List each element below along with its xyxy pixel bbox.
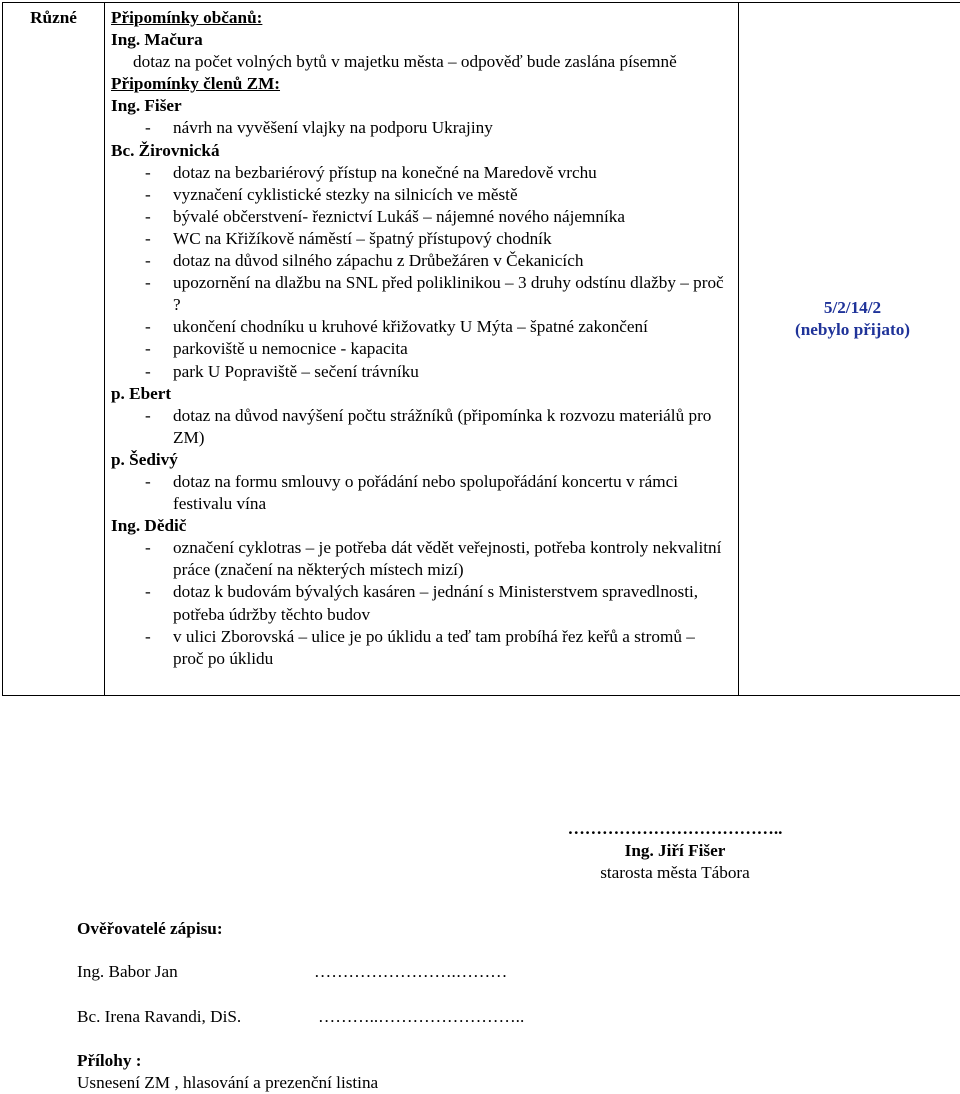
bullet-dash: - bbox=[145, 317, 151, 337]
list-item bbox=[111, 228, 738, 250]
list-item bbox=[111, 316, 738, 338]
bullet-dash: - bbox=[145, 228, 151, 248]
list-item-text: dotaz na bezbariérový přístup na konečné na Maredově vrchu bbox=[173, 162, 597, 182]
speaker-name: Ing. Dědič bbox=[111, 516, 187, 536]
bullet-dash: - bbox=[145, 582, 151, 602]
list-item-text: v ulici Zborovská – ulice je po úklidu a teď tam probíhá řez keřů a stromů – proč po úklidu bbox=[173, 626, 695, 668]
bullet-dash: - bbox=[145, 339, 151, 359]
list-item-text: vyznačení cyklistické stezky na silnicích ve městě bbox=[173, 184, 518, 204]
list-item-text: návrh na vyvěšení vlajky na podporu Ukrajiny bbox=[173, 118, 493, 138]
verifier-row bbox=[77, 1007, 241, 1027]
bullet-dash: - bbox=[145, 538, 151, 558]
bullet-dash: - bbox=[145, 405, 151, 425]
section-heading: Připomínky občanů: bbox=[111, 8, 263, 27]
speaker-name: Ing. Mačura bbox=[111, 30, 203, 50]
list-item-text: WC na Křižíkově náměstí – špatný přístupový chodník bbox=[173, 228, 552, 248]
attachments-block bbox=[77, 1050, 378, 1094]
list-item bbox=[111, 537, 738, 581]
bullet-dash: - bbox=[145, 361, 151, 381]
list-item-text: dotaz na důvod navýšení počtu strážníků (připomínka k rozvozu materiálů pro ZM) bbox=[173, 405, 712, 447]
attachments-heading: Přílohy : bbox=[77, 1051, 142, 1070]
table-row bbox=[3, 3, 960, 696]
speaker-name: p. Šedivý bbox=[111, 449, 178, 469]
row-label-cell bbox=[3, 3, 105, 696]
speaker-name: p. Ebert bbox=[111, 383, 172, 403]
list-item bbox=[111, 471, 738, 515]
list-item-text: ukončení chodníku u kruhové křižovatky U Mýta – špatné zakončení bbox=[173, 317, 648, 337]
bullet-dash: - bbox=[145, 626, 151, 646]
verifier-signature-dots: ………..…………………….. bbox=[318, 1007, 525, 1026]
remark-text: dotaz na počet volných bytů v majetku města – odpověď bude zaslána písemně bbox=[133, 52, 677, 72]
remarks-cell bbox=[105, 3, 739, 696]
bullet-dash: - bbox=[145, 206, 151, 226]
attachments-text: Usnesení ZM , hlasování a prezenční listina bbox=[77, 1073, 379, 1092]
list-item-text: parkoviště u nemocnice - kapacita bbox=[173, 339, 408, 359]
minutes-table bbox=[2, 2, 960, 696]
verifiers-heading-block bbox=[77, 918, 223, 940]
list-item bbox=[111, 338, 738, 360]
verifiers-heading: Ověřovatelé zápisu: bbox=[77, 919, 223, 938]
list-item-text: dotaz k budovám bývalých kasáren – jednání s Ministerstvem spravedlnosti, potřeba údržby těchto budov bbox=[173, 582, 699, 624]
vote-result bbox=[739, 297, 960, 341]
bullet-dash: - bbox=[145, 184, 151, 204]
signature-dots: ……………………………….. bbox=[567, 819, 783, 838]
list-item-text: dotaz na důvod silného zápachu z Drůbežáren v Čekanicích bbox=[173, 251, 584, 271]
list-item bbox=[111, 250, 738, 272]
speaker-name: Ing. Fišer bbox=[111, 96, 182, 116]
verifier-name: Ing. Babor Jan bbox=[77, 962, 178, 981]
list-item bbox=[111, 581, 738, 625]
verifier-name: Bc. Irena Ravandi, DiS. bbox=[77, 1007, 242, 1026]
list-item bbox=[111, 184, 738, 206]
list-item bbox=[111, 405, 738, 449]
list-item-text: upozornění na dlažbu na SNL před poliklinikou – 3 druhy odstínu dlažby – proč ? bbox=[173, 273, 724, 315]
list-item-text: park U Popraviště – sečení trávníku bbox=[173, 361, 419, 381]
list-item bbox=[111, 272, 738, 316]
bullet-dash: - bbox=[145, 162, 151, 182]
list-item bbox=[111, 117, 738, 139]
bullet-dash: - bbox=[145, 273, 151, 293]
vote-counts: 5/2/14/2 bbox=[823, 298, 882, 317]
speaker-name: Bc. Žirovnická bbox=[111, 140, 220, 160]
row-label: Různé bbox=[30, 8, 77, 27]
section-heading: Připomínky členů ZM: bbox=[111, 74, 281, 94]
verifier-row bbox=[77, 962, 178, 982]
list-item-text: dotaz na formu smlouvy o pořádání nebo spolupořádání koncertu v rámci festivalu vína bbox=[173, 471, 678, 514]
list-item-text: bývalé občerstvení- řeznictví Lukáš – nájemné nového nájemníka bbox=[173, 206, 625, 226]
signature-block bbox=[500, 818, 850, 884]
signatory-title: starosta města Tábora bbox=[600, 863, 750, 882]
list-item bbox=[111, 361, 738, 383]
bullet-dash: - bbox=[145, 471, 151, 491]
vote-outcome: (nebylo přijato) bbox=[794, 320, 911, 339]
verifier-signature-dots: …………………….……… bbox=[314, 962, 508, 981]
list-item bbox=[111, 206, 738, 228]
vote-cell bbox=[739, 3, 960, 696]
bullet-dash: - bbox=[145, 118, 151, 138]
list-item bbox=[111, 162, 738, 184]
bullet-dash: - bbox=[145, 251, 151, 271]
signatory-name: Ing. Jiří Fišer bbox=[624, 841, 726, 860]
list-item-text: označení cyklotras – je potřeba dát vědět veřejnosti, potřeba kontroly nekvalitní práce (značení na některých místech mizí) bbox=[173, 538, 722, 580]
list-item bbox=[111, 626, 738, 670]
